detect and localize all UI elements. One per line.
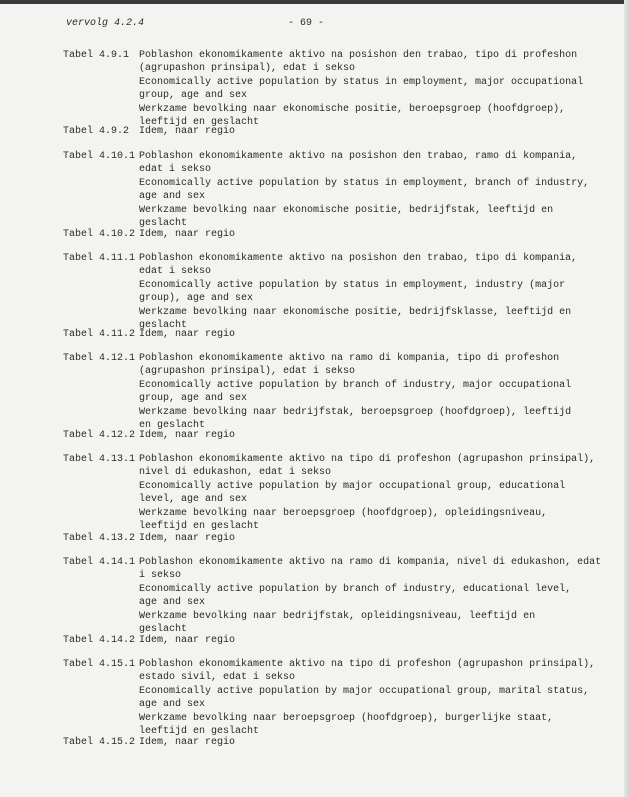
description-line: (agrupashon prinsipal), edat i sekso	[139, 63, 356, 75]
table-number: Tabel 4.9.2	[63, 126, 130, 137]
table-number: Tabel 4.11.2	[63, 329, 136, 340]
table-description	[139, 532, 619, 545]
description-line: geslacht	[139, 218, 188, 230]
table-number: Tabel 4.14.2	[63, 635, 136, 646]
table-number: Tabel 4.15.2	[63, 737, 136, 748]
description-line: estado sivil, edat i sekso	[139, 672, 296, 684]
description-line: Poblashon ekonomikamente aktivo na tipo di profeshon (agrupashon prinsipal),	[139, 659, 596, 670]
description-line: Idem, naar regio	[139, 329, 236, 340]
description-line: group), age and sex	[139, 293, 254, 305]
description-line: geslacht	[139, 320, 188, 332]
description-line: group, age and sex	[139, 393, 248, 405]
description-line: Idem, naar regio	[139, 737, 236, 748]
scan-right-edge	[624, 0, 630, 797]
table-description	[139, 49, 619, 129]
description-line: Economically active population by branch of industry, educational level,	[139, 583, 572, 595]
description-line: Poblashon ekonomikamente aktivo na ramo di kompania, nivel di edukashon, edat	[139, 557, 602, 568]
description-line: Idem, naar regio	[139, 126, 236, 137]
table-number: Tabel 4.15.1	[63, 659, 136, 670]
table-description	[139, 252, 619, 332]
description-line: nivel di edukashon, edat i sekso	[139, 467, 332, 479]
description-line: Poblashon ekonomikamente aktivo na posishon den trabao, tipo di kompania,	[139, 253, 578, 264]
description-line: Economically active population by status in employment, industry (major	[139, 279, 566, 291]
table-description	[139, 658, 619, 738]
description-line: Poblashon ekonomikamente aktivo na posishon den trabao, ramo di kompania,	[139, 151, 578, 162]
description-line: i sekso	[139, 570, 182, 582]
description-line: Idem, naar regio	[139, 533, 236, 544]
description-line: Werkzame bevolking naar beroepsgroep (hoofdgroep), opleidingsniveau,	[139, 507, 548, 519]
description-line: Poblashon ekonomikamente aktivo na ramo di kompania, tipo di profeshon	[139, 353, 560, 364]
table-description	[139, 125, 619, 138]
description-line: Werkzame bevolking naar ekonomische positie, bedrijfstak, leeftijd en	[139, 204, 554, 216]
section-header: vervolg 4.2.4	[66, 18, 145, 29]
description-line: edat i sekso	[139, 164, 212, 176]
table-number: Tabel 4.11.1	[63, 253, 136, 264]
table-number: Tabel 4.13.1	[63, 454, 136, 465]
description-line: Economically active population by status in employment, major occupational	[139, 76, 584, 88]
description-line: geslacht	[139, 624, 188, 636]
table-description	[139, 328, 619, 341]
table-number: Tabel 4.9.1	[63, 50, 130, 61]
description-line: age and sex	[139, 191, 206, 203]
description-line: leeftijd en geslacht	[139, 726, 260, 738]
table-description	[139, 736, 619, 749]
description-line: Idem, naar regio	[139, 635, 236, 646]
table-number: Tabel 4.10.2	[63, 229, 136, 240]
table-description	[139, 556, 619, 636]
table-description	[139, 228, 619, 241]
description-line: group, age and sex	[139, 90, 248, 102]
description-line: Idem, naar regio	[139, 229, 236, 240]
description-line: Werkzame bevolking naar bedrijfstak, beroepsgroep (hoofdgroep), leeftijd	[139, 406, 572, 418]
description-line: age and sex	[139, 597, 206, 609]
table-description	[139, 453, 619, 533]
description-line: Economically active population by major occupational group, marital status,	[139, 685, 590, 697]
description-line: level, age and sex	[139, 494, 248, 506]
description-line: Economically active population by status in employment, branch of industry,	[139, 177, 590, 189]
description-line: Werkzame bevolking naar bedrijfstak, opleidingsniveau, leeftijd en	[139, 610, 536, 622]
description-line: age and sex	[139, 699, 206, 711]
description-line: Poblashon ekonomikamente aktivo na tipo di profeshon (agrupashon prinsipal),	[139, 454, 596, 465]
table-description	[139, 352, 619, 432]
table-description	[139, 429, 619, 442]
description-line: (agrupashon prinsipal), edat i sekso	[139, 366, 356, 378]
description-line: leeftijd en geslacht	[139, 117, 260, 129]
description-line: Poblashon ekonomikamente aktivo na posishon den trabao, tipo di profeshon	[139, 50, 578, 61]
page-number: - 69 -	[288, 18, 325, 29]
table-number: Tabel 4.12.2	[63, 430, 136, 441]
table-description	[139, 634, 619, 647]
description-line: edat i sekso	[139, 266, 212, 278]
table-number: Tabel 4.14.1	[63, 557, 136, 568]
table-number: Tabel 4.10.1	[63, 151, 136, 162]
description-line: Werkzame bevolking naar ekonomische positie, beroepsgroep (hoofdgroep),	[139, 103, 566, 115]
description-line: Werkzame bevolking naar ekonomische positie, bedrijfsklasse, leeftijd en	[139, 306, 572, 318]
table-number: Tabel 4.12.1	[63, 353, 136, 364]
scan-top-edge	[0, 0, 630, 4]
description-line: en geslacht	[139, 420, 206, 432]
table-number: Tabel 4.13.2	[63, 533, 136, 544]
description-line: Economically active population by major occupational group, educational	[139, 480, 566, 492]
table-description	[139, 150, 619, 230]
description-line: Werkzame bevolking naar beroepsgroep (hoofdgroep), burgerlijke staat,	[139, 712, 554, 724]
description-line: Idem, naar regio	[139, 430, 236, 441]
description-line: leeftijd en geslacht	[139, 521, 260, 533]
description-line: Economically active population by branch of industry, major occupational	[139, 379, 572, 391]
